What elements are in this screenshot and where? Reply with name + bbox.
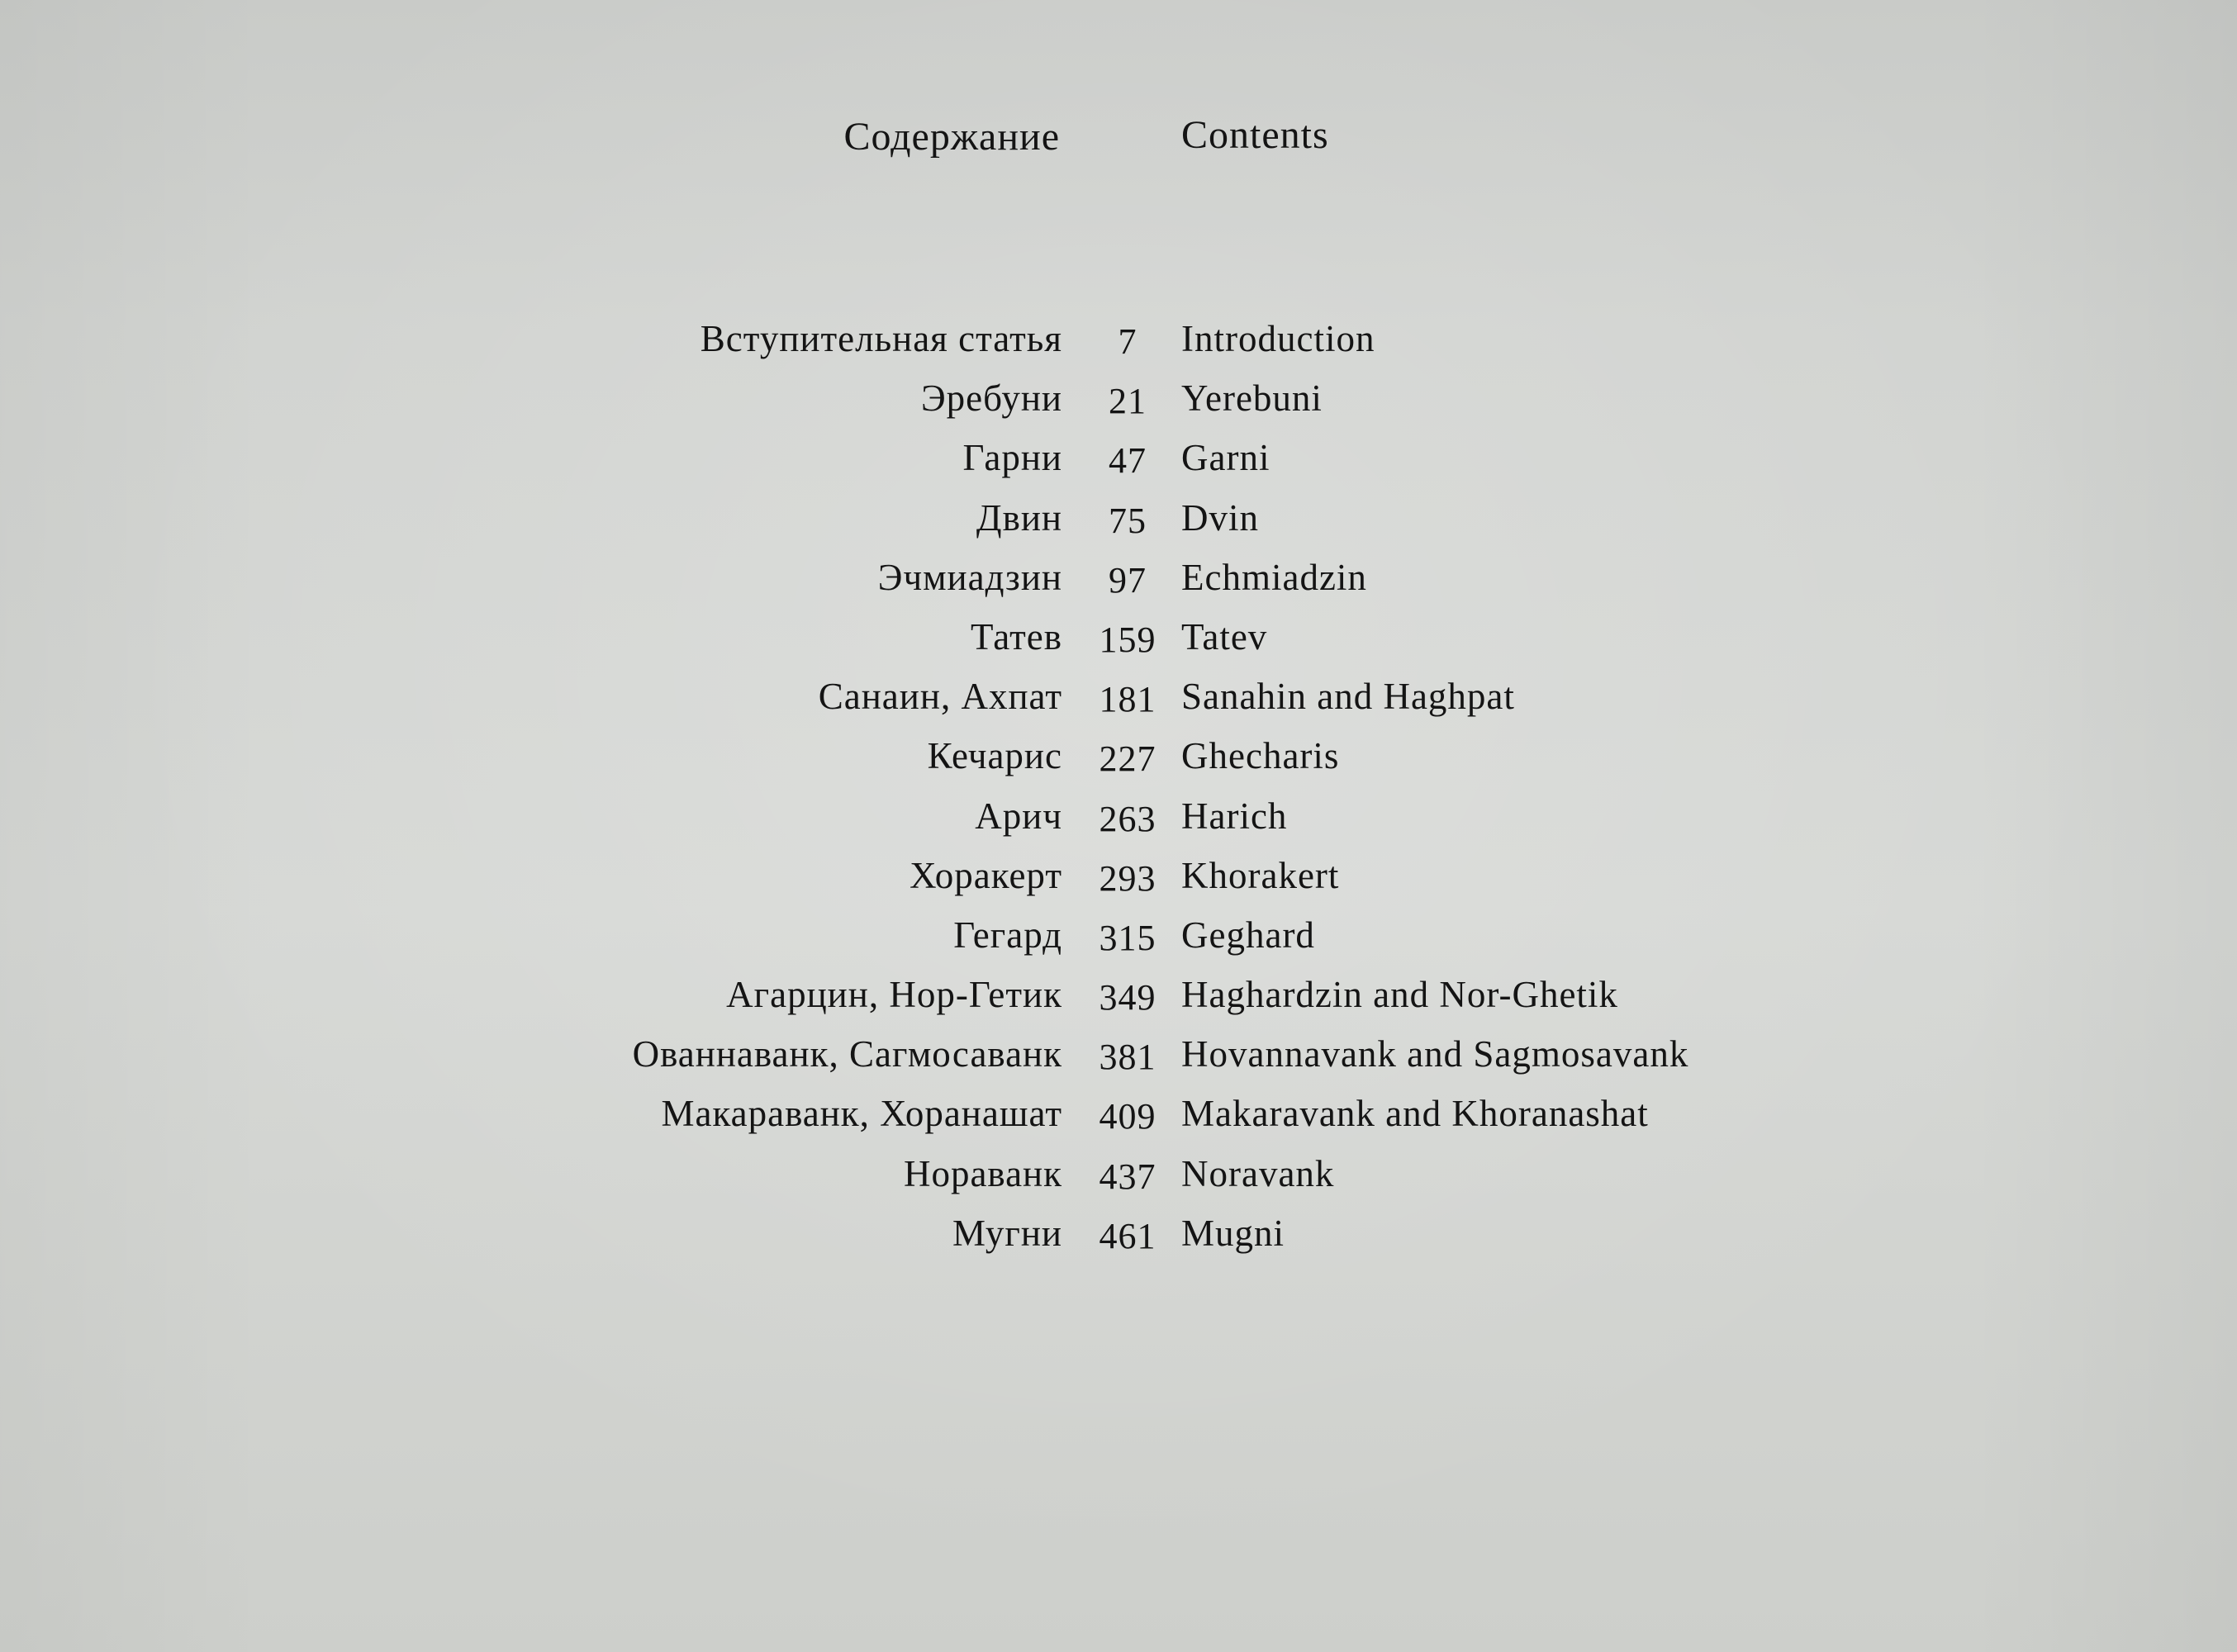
toc-entry-page-number: 293 bbox=[1099, 857, 1156, 899]
toc-entry-russian-title: Кечарис bbox=[927, 735, 1062, 777]
toc-entry-russian-title: Арич bbox=[975, 795, 1062, 837]
toc-entry bbox=[0, 672, 2237, 731]
toc-entry-russian-title: Эчмиадзин bbox=[877, 556, 1062, 598]
toc-entry-english-title: Sanahin and Haghpat bbox=[1181, 676, 1515, 718]
toc-entry bbox=[0, 612, 2237, 672]
toc-entry-russian-title: Гарни bbox=[962, 437, 1062, 479]
toc-entry-page-number: 263 bbox=[1099, 798, 1156, 839]
toc-entry-russian-title: Хоракерт bbox=[910, 854, 1062, 896]
toc-entry-page-number: 381 bbox=[1099, 1037, 1156, 1078]
toc-entry bbox=[0, 1029, 2237, 1089]
toc-entry-page-number: 21 bbox=[1109, 381, 1147, 422]
contents-headings bbox=[0, 106, 2237, 172]
toc-entry bbox=[0, 791, 2237, 851]
toc-entry-russian-title: Нораванк bbox=[903, 1152, 1062, 1194]
toc-entry-page-number: 461 bbox=[1099, 1215, 1156, 1256]
toc-entry-page-number: 315 bbox=[1099, 917, 1156, 958]
toc-entry-english-title: Harich bbox=[1181, 795, 1288, 837]
toc-entry bbox=[0, 910, 2237, 970]
toc-entry-page-number: 75 bbox=[1109, 500, 1147, 541]
toc-entry-page-number: 349 bbox=[1099, 977, 1156, 1018]
toc-entry-english-title: Mugni bbox=[1181, 1212, 1285, 1254]
toc-entry bbox=[0, 731, 2237, 790]
toc-entry-russian-title: Вступительная статья bbox=[700, 318, 1062, 359]
table-of-contents bbox=[0, 314, 2237, 1268]
toc-entry-english-title: Geghard bbox=[1181, 914, 1315, 956]
toc-entry-russian-title: Санаин, Ахпат bbox=[818, 676, 1062, 718]
toc-entry-english-title: Noravank bbox=[1181, 1152, 1335, 1194]
toc-entry-russian-title: Гегард bbox=[953, 914, 1062, 956]
toc-entry-page-number: 181 bbox=[1099, 679, 1156, 720]
toc-entry-english-title: Tatev bbox=[1181, 615, 1268, 657]
toc-entry-english-title: Introduction bbox=[1181, 318, 1375, 359]
toc-entry-russian-title: Татев bbox=[970, 615, 1062, 657]
toc-entry-page-number: 437 bbox=[1099, 1156, 1156, 1197]
toc-entry-russian-title: Агарцин, Нор-Гетик bbox=[726, 974, 1062, 1016]
toc-entry-english-title: Echmiadzin bbox=[1181, 556, 1367, 598]
toc-entry-russian-title: Двин bbox=[976, 496, 1062, 539]
toc-entry-russian-title: Ованнаванк, Сагмосаванк bbox=[632, 1033, 1062, 1075]
toc-entry bbox=[0, 373, 2237, 433]
toc-entry bbox=[0, 1089, 2237, 1148]
toc-entry-page-number: 159 bbox=[1099, 619, 1156, 660]
toc-entry-russian-title: Эребуни bbox=[920, 377, 1062, 420]
toc-entry-english-title: Yerebuni bbox=[1181, 377, 1323, 420]
toc-entry-english-title: Makaravank and Khoranashat bbox=[1181, 1093, 1649, 1135]
toc-entry bbox=[0, 851, 2237, 910]
toc-entry bbox=[0, 314, 2237, 373]
toc-entry-page-number: 7 bbox=[1118, 321, 1137, 362]
toc-entry-page-number: 97 bbox=[1109, 559, 1147, 601]
toc-entry bbox=[0, 493, 2237, 553]
toc-entry-russian-title: Макараванк, Хоранашат bbox=[661, 1093, 1062, 1135]
toc-entry bbox=[0, 1149, 2237, 1208]
toc-entry-english-title: Garni bbox=[1181, 437, 1270, 479]
toc-entry-english-title: Dvin bbox=[1181, 496, 1259, 539]
toc-entry bbox=[0, 433, 2237, 492]
toc-entry bbox=[0, 970, 2237, 1029]
toc-entry bbox=[0, 1208, 2237, 1268]
toc-entry-english-title: Hovannavank and Sagmosavank bbox=[1181, 1033, 1689, 1075]
heading-russian: Содержание bbox=[843, 115, 1060, 159]
toc-entry-english-title: Khorakert bbox=[1181, 854, 1340, 896]
toc-entry-page-number: 409 bbox=[1099, 1096, 1156, 1137]
toc-entry-russian-title: Мугни bbox=[952, 1212, 1062, 1254]
toc-entry bbox=[0, 553, 2237, 612]
toc-entry-english-title: Haghardzin and Nor-Ghetik bbox=[1181, 974, 1618, 1016]
toc-entry-page-number: 227 bbox=[1099, 738, 1156, 780]
toc-entry-english-title: Ghecharis bbox=[1181, 735, 1340, 777]
heading-english: Contents bbox=[1181, 113, 1329, 157]
toc-entry-page-number: 47 bbox=[1109, 440, 1147, 482]
